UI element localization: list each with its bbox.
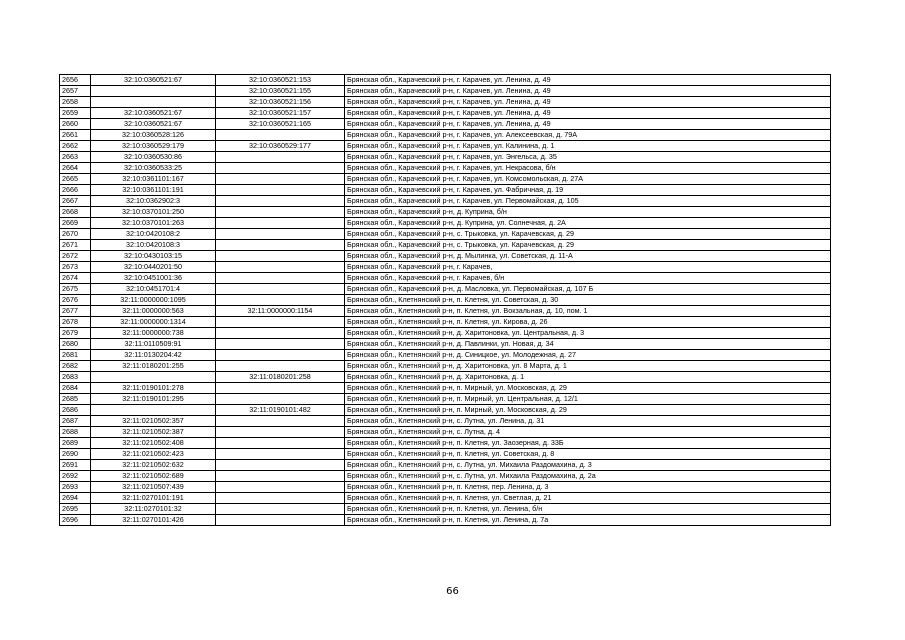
related-cadastral-number-cell xyxy=(216,427,345,438)
row-number-cell: 2682 xyxy=(60,361,91,372)
page-number: 66 xyxy=(446,586,459,597)
row-number-cell: 2657 xyxy=(60,86,91,97)
address-cell: Брянская обл., Клетнянский р-н, п. Мирный, ул. Московская, д. 29 xyxy=(345,383,831,394)
related-cadastral-number-cell xyxy=(216,295,345,306)
address-cell: Брянская обл., Карачевский р-н, г. Карачев, ул. Ленина, д. 49 xyxy=(345,119,831,130)
table-row xyxy=(60,372,831,383)
address-cell: Брянская обл., Клетнянский р-н, п. Клетня, ул. Ленина, д. 7а xyxy=(345,515,831,526)
address-cell: Брянская обл., Карачевский р-н, г. Карачев, ул. Калинина, д. 1 xyxy=(345,141,831,152)
cadastral-number-cell: 32:11:0210502:387 xyxy=(91,427,216,438)
address-cell: Брянская обл., Карачевский р-н, г. Карачев, ул. Алексеевская, д. 79А xyxy=(345,130,831,141)
table-row xyxy=(60,449,831,460)
table-row xyxy=(60,130,831,141)
related-cadastral-number-cell xyxy=(216,482,345,493)
table-row xyxy=(60,482,831,493)
table-row xyxy=(60,504,831,515)
address-cell: Брянская обл., Клетнянский р-н, п. Клетня, ул. Заозерная, д. 33Б xyxy=(345,438,831,449)
related-cadastral-number-cell xyxy=(216,449,345,460)
address-cell: Брянская обл., Карачевский р-н, д. Куприна, б/н xyxy=(345,207,831,218)
related-cadastral-number-cell xyxy=(216,328,345,339)
address-cell: Брянская обл., Карачевский р-н, г. Карачев, ул. Некрасова, б/н xyxy=(345,163,831,174)
cadastral-number-cell xyxy=(91,405,216,416)
address-cell: Брянская обл., Клетнянский р-н, д. Харитоновка, ул. Центральная, д. 3 xyxy=(345,328,831,339)
cadastral-number-cell: 32:11:0270101:426 xyxy=(91,515,216,526)
table-row xyxy=(60,218,831,229)
row-number-cell: 2685 xyxy=(60,394,91,405)
table-row xyxy=(60,86,831,97)
row-number-cell: 2694 xyxy=(60,493,91,504)
row-number-cell: 2681 xyxy=(60,350,91,361)
address-cell: Брянская обл., Карачевский р-н, д. Мылинка, ул. Советская, д. 11-А xyxy=(345,251,831,262)
row-number-cell: 2678 xyxy=(60,317,91,328)
address-cell: Брянская обл., Карачевский р-н, д. Куприна, ул. Солнечная, д. 2А xyxy=(345,218,831,229)
row-number-cell: 2669 xyxy=(60,218,91,229)
row-number-cell: 2675 xyxy=(60,284,91,295)
row-number-cell: 2684 xyxy=(60,383,91,394)
table-row xyxy=(60,207,831,218)
related-cadastral-number-cell xyxy=(216,273,345,284)
related-cadastral-number-cell xyxy=(216,152,345,163)
table-row xyxy=(60,383,831,394)
table-row xyxy=(60,339,831,350)
table-row xyxy=(60,317,831,328)
table-row xyxy=(60,185,831,196)
address-cell: Брянская обл., Карачевский р-н, г. Карачев, ул. Ленина, д. 49 xyxy=(345,97,831,108)
table-row xyxy=(60,141,831,152)
cadastral-number-cell: 32:11:0210502:423 xyxy=(91,449,216,460)
table-row xyxy=(60,295,831,306)
row-number-cell: 2672 xyxy=(60,251,91,262)
related-cadastral-number-cell: 32:10:0360521:153 xyxy=(216,75,345,86)
table-row xyxy=(60,229,831,240)
row-number-cell: 2671 xyxy=(60,240,91,251)
related-cadastral-number-cell xyxy=(216,383,345,394)
related-cadastral-number-cell xyxy=(216,185,345,196)
address-cell: Брянская обл., Карачевский р-н, г. Карачев, ул. Ленина, д. 49 xyxy=(345,75,831,86)
row-number-cell: 2680 xyxy=(60,339,91,350)
cadastral-number-cell: 32:10:0361101:167 xyxy=(91,174,216,185)
row-number-cell: 2668 xyxy=(60,207,91,218)
address-cell: Брянская обл., Клетнянский р-н, д. Харитоновка, ул. 8 Марта, д. 1 xyxy=(345,361,831,372)
address-cell: Брянская обл., Карачевский р-н, г. Карачев, ул. Ленина, д. 49 xyxy=(345,86,831,97)
related-cadastral-number-cell xyxy=(216,416,345,427)
table-row xyxy=(60,262,831,273)
cadastral-number-cell: 32:11:0210502:408 xyxy=(91,438,216,449)
cadastral-number-cell: 32:11:0210507:439 xyxy=(91,482,216,493)
row-number-cell: 2686 xyxy=(60,405,91,416)
cadastral-number-cell: 32:10:0420108:3 xyxy=(91,240,216,251)
cadastral-number-cell: 32:10:0440201:50 xyxy=(91,262,216,273)
row-number-cell: 2670 xyxy=(60,229,91,240)
address-cell: Брянская обл., Клетнянский р-н, с. Лутна, ул. Михаила Раздомахина, д. 2а xyxy=(345,471,831,482)
address-cell: Брянская обл., Клетнянский р-н, п. Клетня, ул. Советская, д. 30 xyxy=(345,295,831,306)
related-cadastral-number-cell xyxy=(216,350,345,361)
row-number-cell: 2679 xyxy=(60,328,91,339)
cadastral-number-cell: 32:10:0360521:67 xyxy=(91,75,216,86)
row-number-cell: 2667 xyxy=(60,196,91,207)
cadastral-number-cell: 32:10:0370101:263 xyxy=(91,218,216,229)
cadastral-number-cell: 32:10:0361101:191 xyxy=(91,185,216,196)
related-cadastral-number-cell xyxy=(216,130,345,141)
related-cadastral-number-cell xyxy=(216,317,345,328)
row-number-cell: 2688 xyxy=(60,427,91,438)
related-cadastral-number-cell xyxy=(216,284,345,295)
row-number-cell: 2674 xyxy=(60,273,91,284)
related-cadastral-number-cell xyxy=(216,493,345,504)
address-cell: Брянская обл., Клетнянский р-н, д. Синицкое, ул. Молодежная, д. 27 xyxy=(345,350,831,361)
cadastral-number-cell: 32:10:0360533:25 xyxy=(91,163,216,174)
table-row xyxy=(60,119,831,130)
address-cell: Брянская обл., Клетнянский р-н, с. Лутна, ул. Ленина, д. 31 xyxy=(345,416,831,427)
cadastral-number-cell: 32:11:0000000:1314 xyxy=(91,317,216,328)
table-row xyxy=(60,416,831,427)
row-number-cell: 2683 xyxy=(60,372,91,383)
related-cadastral-number-cell xyxy=(216,251,345,262)
related-cadastral-number-cell: 32:10:0360529:177 xyxy=(216,141,345,152)
row-number-cell: 2673 xyxy=(60,262,91,273)
row-number-cell: 2664 xyxy=(60,163,91,174)
related-cadastral-number-cell xyxy=(216,361,345,372)
table-row xyxy=(60,471,831,482)
table-row xyxy=(60,196,831,207)
table-row xyxy=(60,152,831,163)
cadastral-number-cell: 32:11:0210502:357 xyxy=(91,416,216,427)
row-number-cell: 2677 xyxy=(60,306,91,317)
row-number-cell: 2690 xyxy=(60,449,91,460)
table-row xyxy=(60,328,831,339)
row-number-cell: 2658 xyxy=(60,97,91,108)
table-row xyxy=(60,460,831,471)
address-cell: Брянская обл., Клетнянский р-н, п. Мирный, ул. Московская, д. 29 xyxy=(345,405,831,416)
row-number-cell: 2656 xyxy=(60,75,91,86)
table-row xyxy=(60,438,831,449)
row-number-cell: 2696 xyxy=(60,515,91,526)
address-cell: Брянская обл., Карачевский р-н, с. Трыковка, ул. Карачевская, д. 29 xyxy=(345,229,831,240)
table-row xyxy=(60,75,831,86)
related-cadastral-number-cell xyxy=(216,207,345,218)
table-row xyxy=(60,306,831,317)
related-cadastral-number-cell: 32:10:0360521:155 xyxy=(216,86,345,97)
cadastral-number-cell: 32:11:0210502:632 xyxy=(91,460,216,471)
cadastral-number-cell: 32:10:0451701:4 xyxy=(91,284,216,295)
related-cadastral-number-cell xyxy=(216,218,345,229)
address-cell: Брянская обл., Карачевский р-н, д. Масловка, ул. Первомайская, д. 107 Б xyxy=(345,284,831,295)
table-row xyxy=(60,97,831,108)
row-number-cell: 2689 xyxy=(60,438,91,449)
related-cadastral-number-cell xyxy=(216,229,345,240)
row-number-cell: 2661 xyxy=(60,130,91,141)
cadastral-number-cell: 32:11:0180201:255 xyxy=(91,361,216,372)
cadastral-number-cell: 32:10:0360521:67 xyxy=(91,119,216,130)
related-cadastral-number-cell xyxy=(216,504,345,515)
cadastral-number-cell: 32:11:0000000:738 xyxy=(91,328,216,339)
row-number-cell: 2676 xyxy=(60,295,91,306)
cadastral-number-cell: 32:11:0000000:1095 xyxy=(91,295,216,306)
address-cell: Брянская обл., Клетнянский р-н, п. Клетня, ул. Советская, д. 8 xyxy=(345,449,831,460)
table-row xyxy=(60,493,831,504)
cadastral-number-cell: 32:10:0360521:67 xyxy=(91,108,216,119)
property-register-table xyxy=(59,74,831,526)
related-cadastral-number-cell xyxy=(216,460,345,471)
row-number-cell: 2692 xyxy=(60,471,91,482)
address-cell: Брянская обл., Карачевский р-н, г. Карачев, б/н xyxy=(345,273,831,284)
table-row xyxy=(60,240,831,251)
address-cell: Брянская обл., Клетнянский р-н, п. Мирный, ул. Центральная, д. 12/1 xyxy=(345,394,831,405)
row-number-cell: 2663 xyxy=(60,152,91,163)
row-number-cell: 2693 xyxy=(60,482,91,493)
row-number-cell: 2666 xyxy=(60,185,91,196)
address-cell: Брянская обл., Карачевский р-н, г. Карачев, ул. Комсомольская, д. 27А xyxy=(345,174,831,185)
address-cell: Брянская обл., Клетнянский р-н, п. Клетня, ул. Вокзальная, д. 10, пом. 1 xyxy=(345,306,831,317)
related-cadastral-number-cell xyxy=(216,438,345,449)
table-row xyxy=(60,427,831,438)
cadastral-number-cell: 32:10:0370101:250 xyxy=(91,207,216,218)
address-cell: Брянская обл., Клетнянский р-н, д. Павлинки, ул. Новая, д. 34 xyxy=(345,339,831,350)
address-cell: Брянская обл., Клетнянский р-н, п. Клетня, пер. Ленина, д. 3 xyxy=(345,482,831,493)
address-cell: Брянская обл., Клетнянский р-н, д. Харитоновка, д. 1 xyxy=(345,372,831,383)
row-number-cell: 2695 xyxy=(60,504,91,515)
related-cadastral-number-cell xyxy=(216,196,345,207)
cadastral-number-cell: 32:10:0420108:2 xyxy=(91,229,216,240)
cadastral-number-cell: 32:11:0210502:689 xyxy=(91,471,216,482)
table-row xyxy=(60,405,831,416)
address-cell: Брянская обл., Карачевский р-н, с. Трыковка, ул. Карачевская, д. 29 xyxy=(345,240,831,251)
cadastral-number-cell: 32:11:0190101:278 xyxy=(91,383,216,394)
row-number-cell: 2659 xyxy=(60,108,91,119)
cadastral-number-cell: 32:11:0130204:42 xyxy=(91,350,216,361)
address-cell: Брянская обл., Карачевский р-н, г. Карачев, ул. Фабричная, д. 19 xyxy=(345,185,831,196)
related-cadastral-number-cell xyxy=(216,174,345,185)
cadastral-number-cell xyxy=(91,97,216,108)
related-cadastral-number-cell xyxy=(216,262,345,273)
cadastral-number-cell: 32:11:0270101:191 xyxy=(91,493,216,504)
related-cadastral-number-cell: 32:11:0180201:258 xyxy=(216,372,345,383)
cadastral-number-cell xyxy=(91,86,216,97)
address-cell: Брянская обл., Карачевский р-н, г. Карачев, xyxy=(345,262,831,273)
table-row xyxy=(60,174,831,185)
table-row xyxy=(60,163,831,174)
cadastral-number-cell: 32:11:0110509:91 xyxy=(91,339,216,350)
table-row xyxy=(60,284,831,295)
related-cadastral-number-cell: 32:11:0190101:482 xyxy=(216,405,345,416)
address-cell: Брянская обл., Карачевский р-н, г. Карачев, ул. Ленина, д. 49 xyxy=(345,108,831,119)
related-cadastral-number-cell: 32:10:0360521:156 xyxy=(216,97,345,108)
address-cell: Брянская обл., Карачевский р-н, г. Карачев, ул. Энгельса, д. 35 xyxy=(345,152,831,163)
cadastral-number-cell: 32:11:0270101:32 xyxy=(91,504,216,515)
cadastral-number-cell: 32:11:0190101:295 xyxy=(91,394,216,405)
address-cell: Брянская обл., Клетнянский р-н, с. Лутна, ул. Михаила Раздомахина, д. 3 xyxy=(345,460,831,471)
cadastral-number-cell: 32:10:0360530:86 xyxy=(91,152,216,163)
related-cadastral-number-cell xyxy=(216,394,345,405)
address-cell: Брянская обл., Карачевский р-н, г. Карачев, ул. Первомайская, д. 105 xyxy=(345,196,831,207)
address-cell: Брянская обл., Клетнянский р-н, п. Клетня, ул. Светлая, д. 21 xyxy=(345,493,831,504)
address-cell: Брянская обл., Клетнянский р-н, п. Клетня, ул. Ленина, б/н xyxy=(345,504,831,515)
row-number-cell: 2662 xyxy=(60,141,91,152)
table-row xyxy=(60,251,831,262)
related-cadastral-number-cell: 32:11:0000000:1154 xyxy=(216,306,345,317)
related-cadastral-number-cell xyxy=(216,515,345,526)
cadastral-number-cell: 32:10:0360529:179 xyxy=(91,141,216,152)
related-cadastral-number-cell xyxy=(216,339,345,350)
related-cadastral-number-cell: 32:10:0360521:157 xyxy=(216,108,345,119)
related-cadastral-number-cell xyxy=(216,163,345,174)
related-cadastral-number-cell xyxy=(216,240,345,251)
address-cell: Брянская обл., Клетнянский р-н, п. Клетня, ул. Кирова, д. 26 xyxy=(345,317,831,328)
cadastral-number-cell: 32:10:0360528:126 xyxy=(91,130,216,141)
table-row xyxy=(60,515,831,526)
row-number-cell: 2691 xyxy=(60,460,91,471)
row-number-cell: 2687 xyxy=(60,416,91,427)
table-row xyxy=(60,361,831,372)
row-number-cell: 2665 xyxy=(60,174,91,185)
table-row xyxy=(60,350,831,361)
cadastral-number-cell: 32:10:0451001:36 xyxy=(91,273,216,284)
cadastral-number-cell xyxy=(91,372,216,383)
table-row xyxy=(60,108,831,119)
cadastral-number-cell: 32:11:0000000:563 xyxy=(91,306,216,317)
cadastral-number-cell: 32:10:0362902:3 xyxy=(91,196,216,207)
related-cadastral-number-cell xyxy=(216,471,345,482)
table-row xyxy=(60,394,831,405)
table-body xyxy=(60,75,831,526)
address-cell: Брянская обл., Клетнянский р-н, с. Лутна, д. 4 xyxy=(345,427,831,438)
row-number-cell: 2660 xyxy=(60,119,91,130)
cadastral-number-cell: 32:10:0430103:15 xyxy=(91,251,216,262)
related-cadastral-number-cell: 32:10:0360521:165 xyxy=(216,119,345,130)
table-row xyxy=(60,273,831,284)
